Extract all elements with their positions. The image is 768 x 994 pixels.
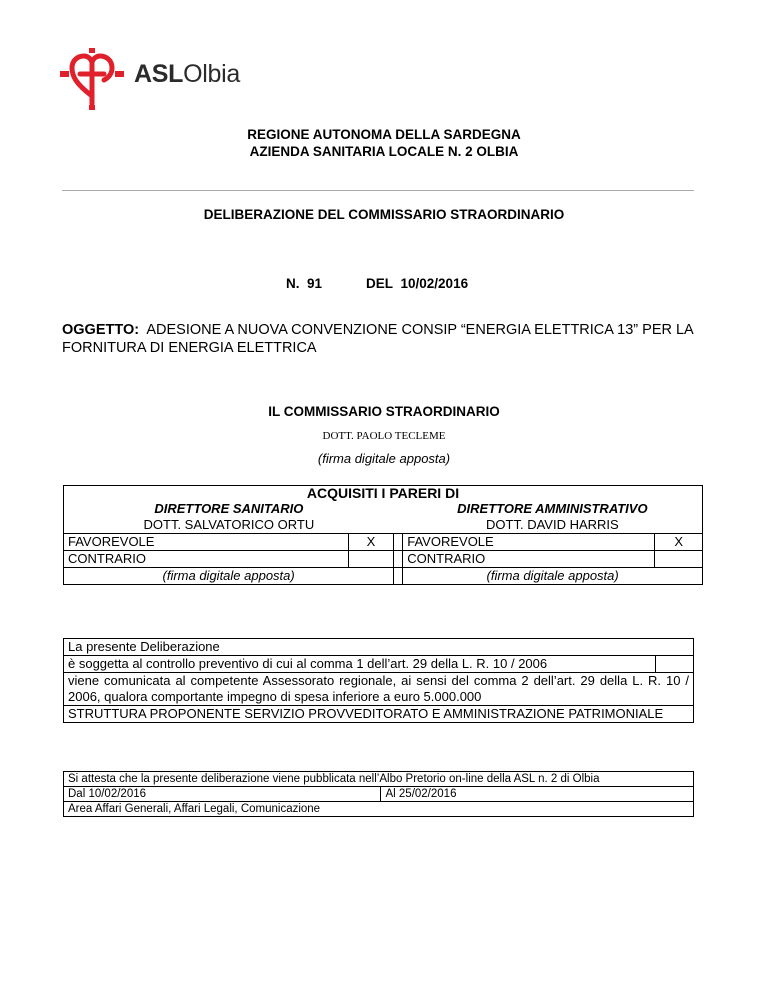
deliberation-number: N. 91 — [286, 276, 323, 291]
deliberation-date: DEL 10/02/2016 — [366, 276, 469, 291]
amministrativo-role: DIRETTORE AMMINISTRATIVO — [403, 501, 703, 517]
pubblicazione-dal: Dal 10/02/2016 — [64, 787, 381, 802]
pubblicazione-table — [63, 771, 694, 817]
divider — [62, 190, 694, 191]
amministrativo-contrario-checkbox[interactable] — [655, 551, 703, 568]
amministrativo-favorevole: FAVOREVOLE — [403, 534, 655, 551]
oggetto-text: ADESIONE A NUOVA CONVENZIONE CONSIP “ENERGIA ELETTRICA 13” PER LA FORNITURA DI ENERGIA ELETTRICA — [62, 322, 693, 356]
sanitario-role: DIRETTORE SANITARIO — [64, 501, 394, 517]
pubblicazione-al: Al 25/02/2016 — [381, 787, 694, 802]
pubblicazione-attesta: Si attesta che la presente deliberazione viene pubblicata nell’Albo Pretorio on-line della ASL n. 2 di Olbia — [64, 772, 694, 787]
asl-heart-cross-icon — [58, 48, 128, 110]
sanitario-favorevole: FAVOREVOLE — [64, 534, 349, 551]
controllo-comunicata: viene comunicata al competente Assessorato regionale, ai sensi del comma 2 dell’art. 29 della L. R. 10 / 2006, qualora comportante impegno di spesa inferiore a euro 5.000.000 — [64, 673, 694, 706]
commissario-name: DOTT. PAOLO TECLEME — [322, 430, 446, 442]
sanitario-favorevole-checkbox[interactable]: X — [348, 534, 394, 551]
controllo-table — [63, 638, 694, 723]
struttura-proponente: STRUTTURA PROPONENTE SERVIZIO PROVVEDITORATO E AMMINISTRAZIONE PATRIMONIALE — [64, 706, 694, 723]
commissario-title: IL COMMISSARIO STRAORDINARIO — [268, 404, 500, 419]
asl-title: AZIENDA SANITARIA LOCALE N. 2 OLBIA — [249, 144, 519, 159]
amministrativo-favorevole-checkbox[interactable]: X — [655, 534, 703, 551]
sanitario-contrario-checkbox[interactable] — [348, 551, 394, 568]
pareri-heading: ACQUISITI I PARERI DI — [64, 486, 703, 502]
oggetto: OGGETTO: ADESIONE A NUOVA CONVENZIONE CONSIP “ENERGIA ELETTRICA 13” PER LA FORNITURA DI ENERGIA ELETTRICA — [62, 322, 693, 356]
pareri-table — [63, 485, 703, 585]
region-title: REGIONE AUTONOMA DELLA SARDEGNA — [247, 127, 521, 142]
amministrativo-contrario: CONTRARIO — [403, 551, 655, 568]
commissario-firma: (firma digitale apposta) — [317, 451, 451, 466]
asl-logo — [58, 48, 258, 110]
document-title: DELIBERAZIONE DEL COMMISSARIO STRAORDINARIO — [203, 207, 565, 222]
sanitario-contrario: CONTRARIO — [64, 551, 349, 568]
sanitario-firma: (firma digitale apposta) — [64, 568, 394, 585]
amministrativo-firma: (firma digitale apposta) — [403, 568, 703, 585]
controllo-intro: La presente Deliberazione — [64, 639, 694, 656]
controllo-soggetta-checkbox[interactable] — [656, 656, 694, 673]
logo-wordmark: ASLOlbia — [134, 60, 240, 88]
pubblicazione-area: Area Affari Generali, Affari Legali, Comunicazione — [64, 802, 694, 817]
sanitario-name: DOTT. SALVATORICO ORTU — [64, 517, 394, 534]
controllo-soggetta: è soggetta al controllo preventivo di cui al comma 1 dell’art. 29 della L. R. 10 / 2006 — [64, 656, 656, 673]
amministrativo-name: DOTT. DAVID HARRIS — [403, 517, 703, 534]
